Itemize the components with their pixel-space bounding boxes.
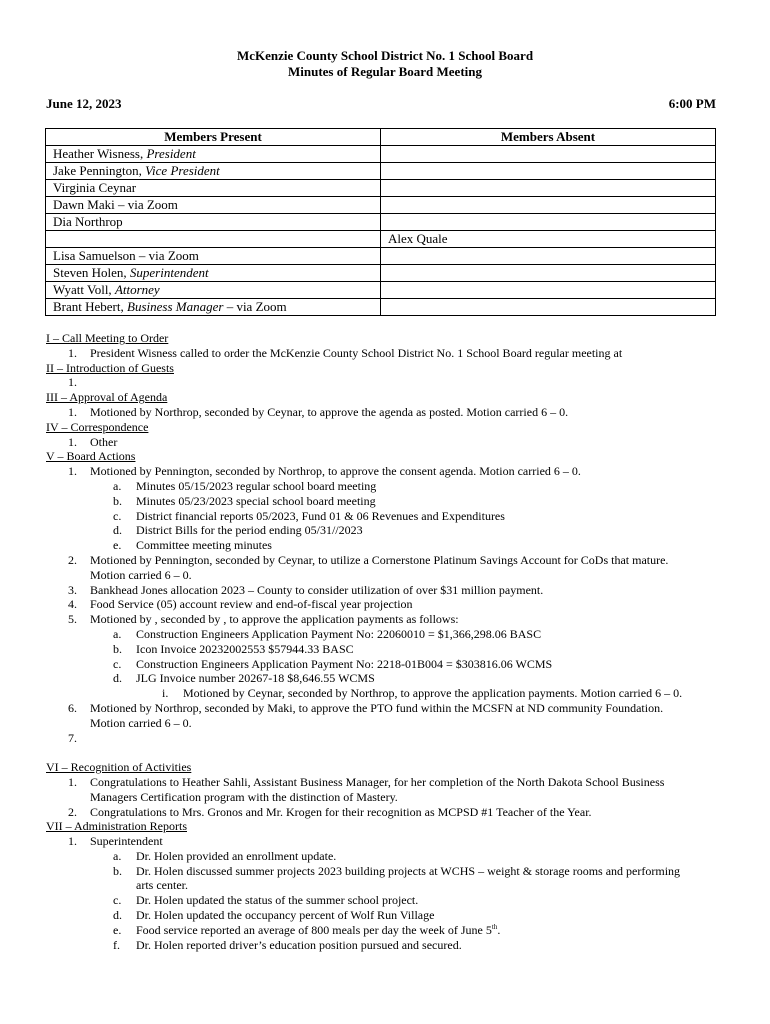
member-present-cell: Dawn Maki – via Zoom <box>46 197 381 214</box>
member-absent-cell <box>381 214 716 231</box>
member-absent-cell <box>381 282 716 299</box>
member-absent-cell <box>381 146 716 163</box>
list-item: b. Dr. Holen discussed summer projects 2023 building projects at WCHS – weight & storage rooms and performing <box>113 863 681 878</box>
list-item: i. Motioned by Ceynar, seconded by Northrop, to approve the application payments. Motion carried 6 – 0. <box>162 686 683 701</box>
list-item-continuation: Managers Certification program with the distinction of Mastery. <box>90 789 398 804</box>
table-row <box>46 248 716 265</box>
document-title: McKenzie County School District No. 1 School Board <box>236 48 534 63</box>
section-heading: VI – Recognition of Activities <box>46 760 192 775</box>
table-row <box>46 299 716 316</box>
table-row <box>46 163 716 180</box>
list-item: 1. Motioned by Pennington, seconded by Northrop, to approve the consent agenda. Motion carried 6 – 0. <box>68 464 581 479</box>
member-absent-cell <box>381 180 716 197</box>
list-item: c. Dr. Holen updated the status of the summer school project. <box>113 893 419 908</box>
list-item: 1. <box>68 375 77 390</box>
member-absent-cell <box>381 197 716 214</box>
section-heading: I – Call Meeting to Order <box>46 331 169 345</box>
list-item: 3. Bankhead Jones allocation 2023 – County to consider utilization of over $31 million payment. <box>68 582 544 597</box>
list-item: 7. <box>68 730 77 745</box>
list-item: f. Dr. Holen reported driver’s education position pursued and secured. <box>113 937 462 952</box>
list-item-continuation: Motion carried 6 – 0. <box>90 715 192 730</box>
list-item: 2. Motioned by Pennington, seconded by Ceynar, to utilize a Cornerstone Platinum Savings Account for CoDs that mature. <box>68 552 669 567</box>
list-item: d. District Bills for the period ending 05/31//2023 <box>113 523 363 538</box>
member-absent-cell <box>381 248 716 265</box>
meeting-time: 6:00 PM <box>668 96 716 111</box>
list-item: d. Dr. Holen updated the occupancy percent of Wolf Run Village <box>113 908 435 923</box>
list-item: 1. President Wisness called to order the McKenzie County School District No. 1 School Board regular meeting at <box>68 345 623 360</box>
table-row <box>46 197 716 214</box>
member-present-cell: Lisa Samuelson – via Zoom <box>46 248 381 265</box>
member-present-cell: Heather Wisness, President <box>46 146 381 163</box>
members-present-header: Members Present <box>46 129 381 146</box>
list-item: c. Construction Engineers Application Payment No: 2218-01B004 = $303816.06 WCMS <box>113 656 553 671</box>
list-item: e. Committee meeting minutes <box>113 538 272 553</box>
table-row <box>46 146 716 163</box>
table-row <box>46 265 716 282</box>
list-item: 5. Motioned by , seconded by , to approve the application payments as follows: <box>68 612 459 627</box>
list-item: c. District financial reports 05/2023, Fund 01 & 06 Revenues and Expenditures <box>113 508 505 523</box>
list-item: 1. Congratulations to Heather Sahli, Assistant Business Manager, for her completion of the North Dakota School Business <box>68 774 665 789</box>
list-item: 1. Motioned by Northrop, seconded by Ceynar, to approve the agenda as posted. Motion carried 6 – 0. <box>68 404 569 419</box>
member-present-cell: Jake Pennington, Vice President <box>46 163 381 180</box>
member-absent-cell: Alex Quale <box>381 231 716 248</box>
list-item: 6. Motioned by Northrop, seconded by Maki, to approve the PTO fund within the MCSFN at ND community Foundation. <box>68 700 664 715</box>
list-item: 1. Other <box>68 434 118 449</box>
list-item: b. Icon Invoice 20232002553 $57944.33 BASC <box>113 641 354 656</box>
list-item: 4. Food Service (05) account review and end-of-fiscal year projection <box>68 597 413 612</box>
member-present-cell: Dia Northrop <box>46 214 381 231</box>
members-table <box>45 128 716 316</box>
table-row <box>46 214 716 231</box>
table-row <box>46 282 716 299</box>
section-heading: IV – Correspondence <box>46 419 149 434</box>
document-subtitle: Minutes of Regular Board Meeting <box>287 64 483 79</box>
member-present-cell: Wyatt Voll, Attorney <box>46 282 381 299</box>
table-row <box>46 231 716 248</box>
members-absent-header: Members Absent <box>381 129 716 146</box>
member-present-cell: Steven Holen, Superintendent <box>46 265 381 282</box>
section-heading: VII – Administration Reports <box>46 819 187 834</box>
minutes-body <box>46 331 726 952</box>
meeting-date: June 12, 2023 <box>46 96 122 111</box>
list-item: a. Dr. Holen provided an enrollment update. <box>113 848 337 863</box>
section-heading: V – Board Actions <box>46 449 136 464</box>
list-item-continuation: arts center. <box>136 878 188 893</box>
list-item: d. JLG Invoice number 20267-18 $8,646.55 WCMS <box>113 671 375 686</box>
list-item: 1. Superintendent <box>68 834 163 849</box>
section-heading: III – Approval of Agenda <box>46 390 168 405</box>
member-absent-cell <box>381 299 716 316</box>
list-item: e. Food service reported an average of 800 meals per day the week of June 5th. <box>113 922 501 937</box>
list-item: a. Minutes 05/15/2023 regular school board meeting <box>113 478 377 493</box>
member-absent-cell <box>381 163 716 180</box>
member-present-cell <box>46 231 381 248</box>
list-item: 2. Congratulations to Mrs. Gronos and Mr. Krogen for their recognition as MCPSD #1 Teacher of the Year. <box>68 804 592 819</box>
member-absent-cell <box>381 265 716 282</box>
member-present-cell: Brant Hebert, Business Manager – via Zoom <box>46 299 381 316</box>
section-heading: II – Introduction of Guests <box>46 360 174 375</box>
list-item-continuation: Motion carried 6 – 0. <box>90 567 192 582</box>
members-table-header <box>46 129 716 146</box>
list-item: a. Construction Engineers Application Payment No: 22060010 = $1,366,298.06 BASC <box>113 626 542 641</box>
member-present-cell: Virginia Ceynar <box>46 180 381 197</box>
table-row <box>46 180 716 197</box>
list-item: b. Minutes 05/23/2023 special school board meeting <box>113 493 376 508</box>
